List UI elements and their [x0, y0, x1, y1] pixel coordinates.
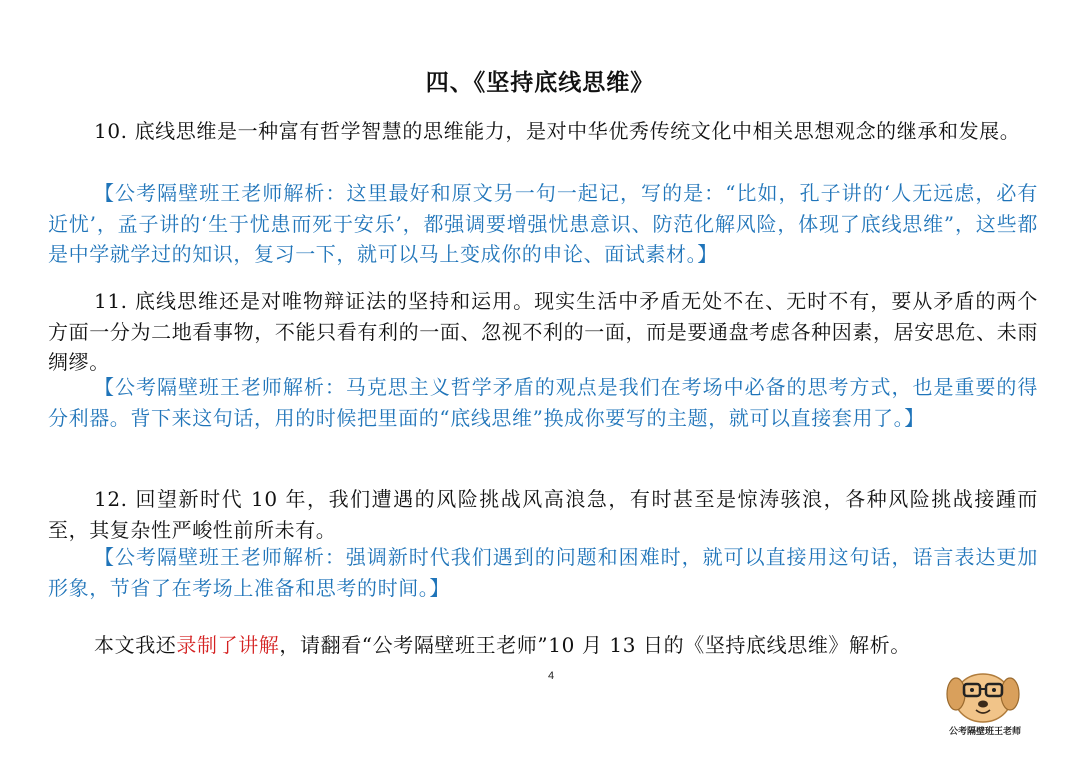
- mascot-caption: 公考隔壁班王老师: [948, 727, 1021, 737]
- item-11-note-text: 【公考隔壁班王老师解析：马克思主义哲学矛盾的观点是我们在考场中必备的思考方式，也是重要的得分利器。背下来这句话，用的时候把里面的“底线思维”换成你要写的主题，就可以直接套用了。】: [48, 375, 1038, 430]
- footer-before: 本文我还: [94, 633, 177, 657]
- item-11-text: [48, 286, 1038, 378]
- item-12-note: [48, 542, 1038, 603]
- footer-after: ，请翻看“公考隔壁班王老师”10 月 13 日的《坚持底线思维》解析。: [279, 633, 911, 657]
- item-10-note: [48, 178, 1038, 270]
- item-10-text: [48, 116, 1038, 147]
- section-title: 四、《坚持底线思维》: [425, 70, 655, 96]
- item-11-sentence: 11. 底线思维还是对唯物辩证法的坚持和运用。现实生活中矛盾无处不在、无时不有，要从矛盾的两个方面一分为二地看事物，不能只看有利的一面、忽视不利的一面，而是要通盘考虑各种因素，居安思危、未雨绸缪。: [48, 289, 1038, 374]
- footer-note: [94, 630, 1054, 660]
- item-12-sentence: 12. 回望新时代 10 年，我们遭遇的风险挑战风高浪急，有时甚至是惊涛骇浪，各种风险挑战接踵而至，其复杂性严峻性前所未有。: [48, 487, 1038, 542]
- page-number: 4: [548, 670, 555, 682]
- item-10-note-text: 【公考隔壁班王老师解析：这里最好和原文另一句一起记，写的是：“比如，孔子讲的‘人无远虑，必有近忧’，孟子讲的‘生于忧患而死于安乐’，都强调要增强忧患意识、防范化解风险，体现了底线思维”，这些都是中学就学过的知识，复习一下，就可以马上变成你的申论、面试素材。】: [48, 181, 1038, 266]
- item-12-text: [48, 484, 1038, 545]
- footer-highlight: 录制了讲解: [176, 633, 280, 657]
- dog-mascot-icon: [940, 660, 1026, 726]
- item-10-sentence: 10. 底线思维是一种富有哲学智慧的思维能力，是对中华优秀传统文化中相关思想观念的继承和发展。: [94, 119, 1021, 143]
- item-11-note: [48, 372, 1038, 433]
- item-12-note-text: 【公考隔壁班王老师解析：强调新时代我们遇到的问题和困难时，就可以直接用这句话，语言表达更加形象，节省了在考场上准备和思考的时间。】: [48, 545, 1038, 600]
